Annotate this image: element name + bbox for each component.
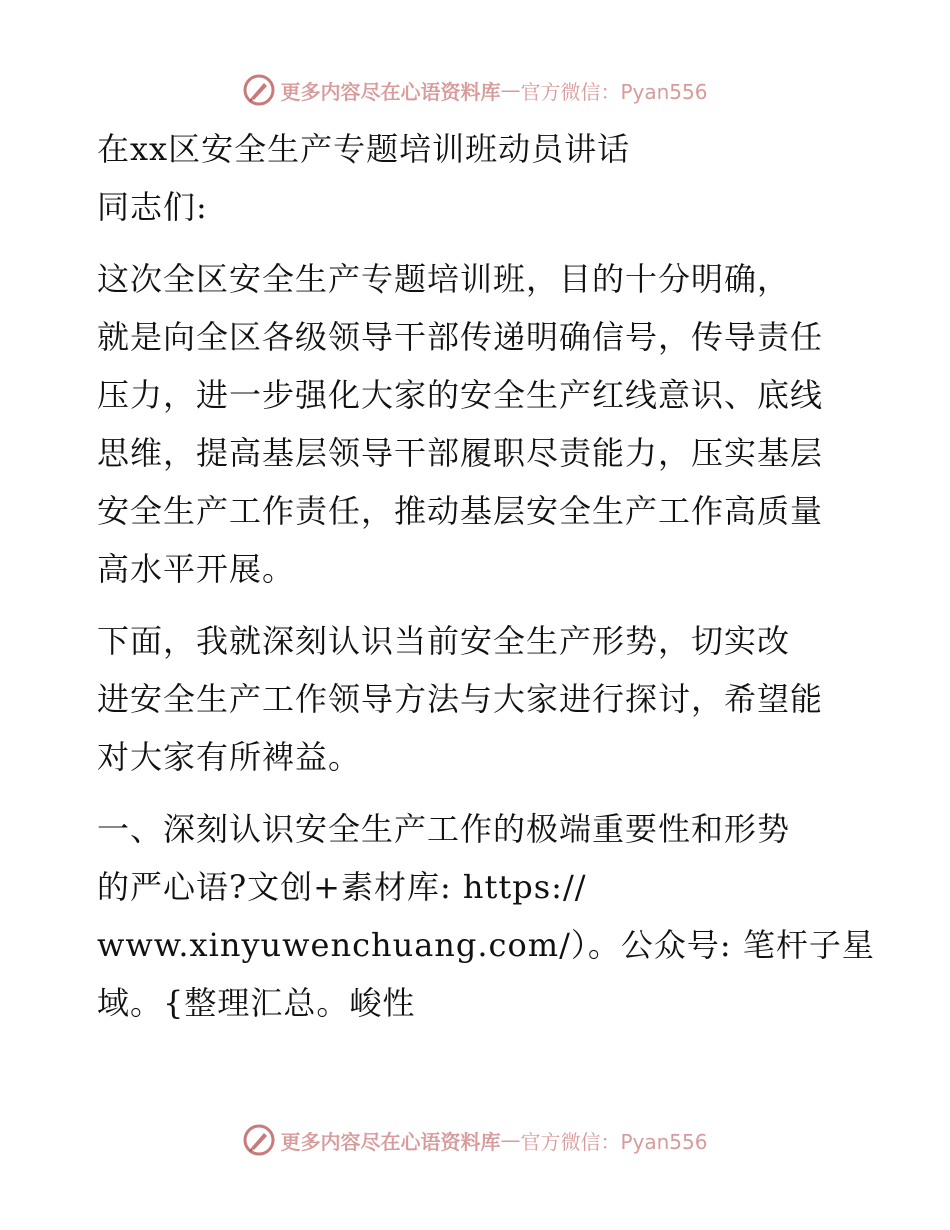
text-line: 一、深刻认识安全生产工作的极端重要性和形势 bbox=[97, 810, 791, 848]
text-line: 思维，提高基层领导干部履职尽责能力，压实基层 bbox=[97, 434, 824, 472]
document-title: 在xx区安全生产专题培训班动员讲话 bbox=[97, 130, 631, 168]
pen-logo-icon bbox=[242, 1123, 276, 1157]
paragraph-1 bbox=[97, 250, 857, 598]
text-line: 就是向全区各级领导干部传递明确信号，传导责任 bbox=[97, 318, 824, 356]
banner-separator: — bbox=[500, 1128, 521, 1152]
header-watermark-banner bbox=[0, 70, 950, 110]
text-line: 压力，进一步强化大家的安全生产红线意识、底线 bbox=[97, 376, 824, 414]
document-body bbox=[97, 120, 875, 1032]
text-line: 对大家有所裨益。 bbox=[97, 738, 362, 776]
text-line: www.xinyuwenchuang.com/）。公众号: 笔杆子星 bbox=[97, 926, 875, 964]
banner-separator: — bbox=[500, 78, 521, 102]
text-line: 安全生产工作责任，推动基层安全生产工作高质量 bbox=[97, 492, 824, 530]
footer-watermark-banner bbox=[0, 1120, 950, 1160]
text-line: 域。{整理汇总。峻性 bbox=[97, 984, 416, 1022]
banner-text: 更多内容尽在心语资料库 bbox=[280, 1129, 501, 1154]
paragraph-3 bbox=[97, 800, 875, 1032]
greeting: 同志们: bbox=[97, 188, 208, 226]
text-line: 的严心语?文创+素材库: https:// bbox=[97, 868, 587, 906]
banner-text: 更多内容尽在心语资料库 bbox=[280, 79, 501, 104]
text-line: 这次全区安全生产专题培训班，目的十分明确， bbox=[97, 260, 791, 298]
text-line: 高水平开展。 bbox=[97, 550, 296, 588]
banner-wechat: 官方微信：Pyan556 bbox=[520, 1129, 708, 1154]
pen-logo-icon bbox=[242, 73, 276, 107]
text-line: 进安全生产工作领导方法与大家进行探讨，希望能 bbox=[97, 680, 824, 718]
text-line: 下面，我就深刻认识当前安全生产形势，切实改 bbox=[97, 622, 791, 660]
banner-wechat: 官方微信：Pyan556 bbox=[520, 79, 708, 104]
paragraph-2 bbox=[97, 612, 857, 786]
